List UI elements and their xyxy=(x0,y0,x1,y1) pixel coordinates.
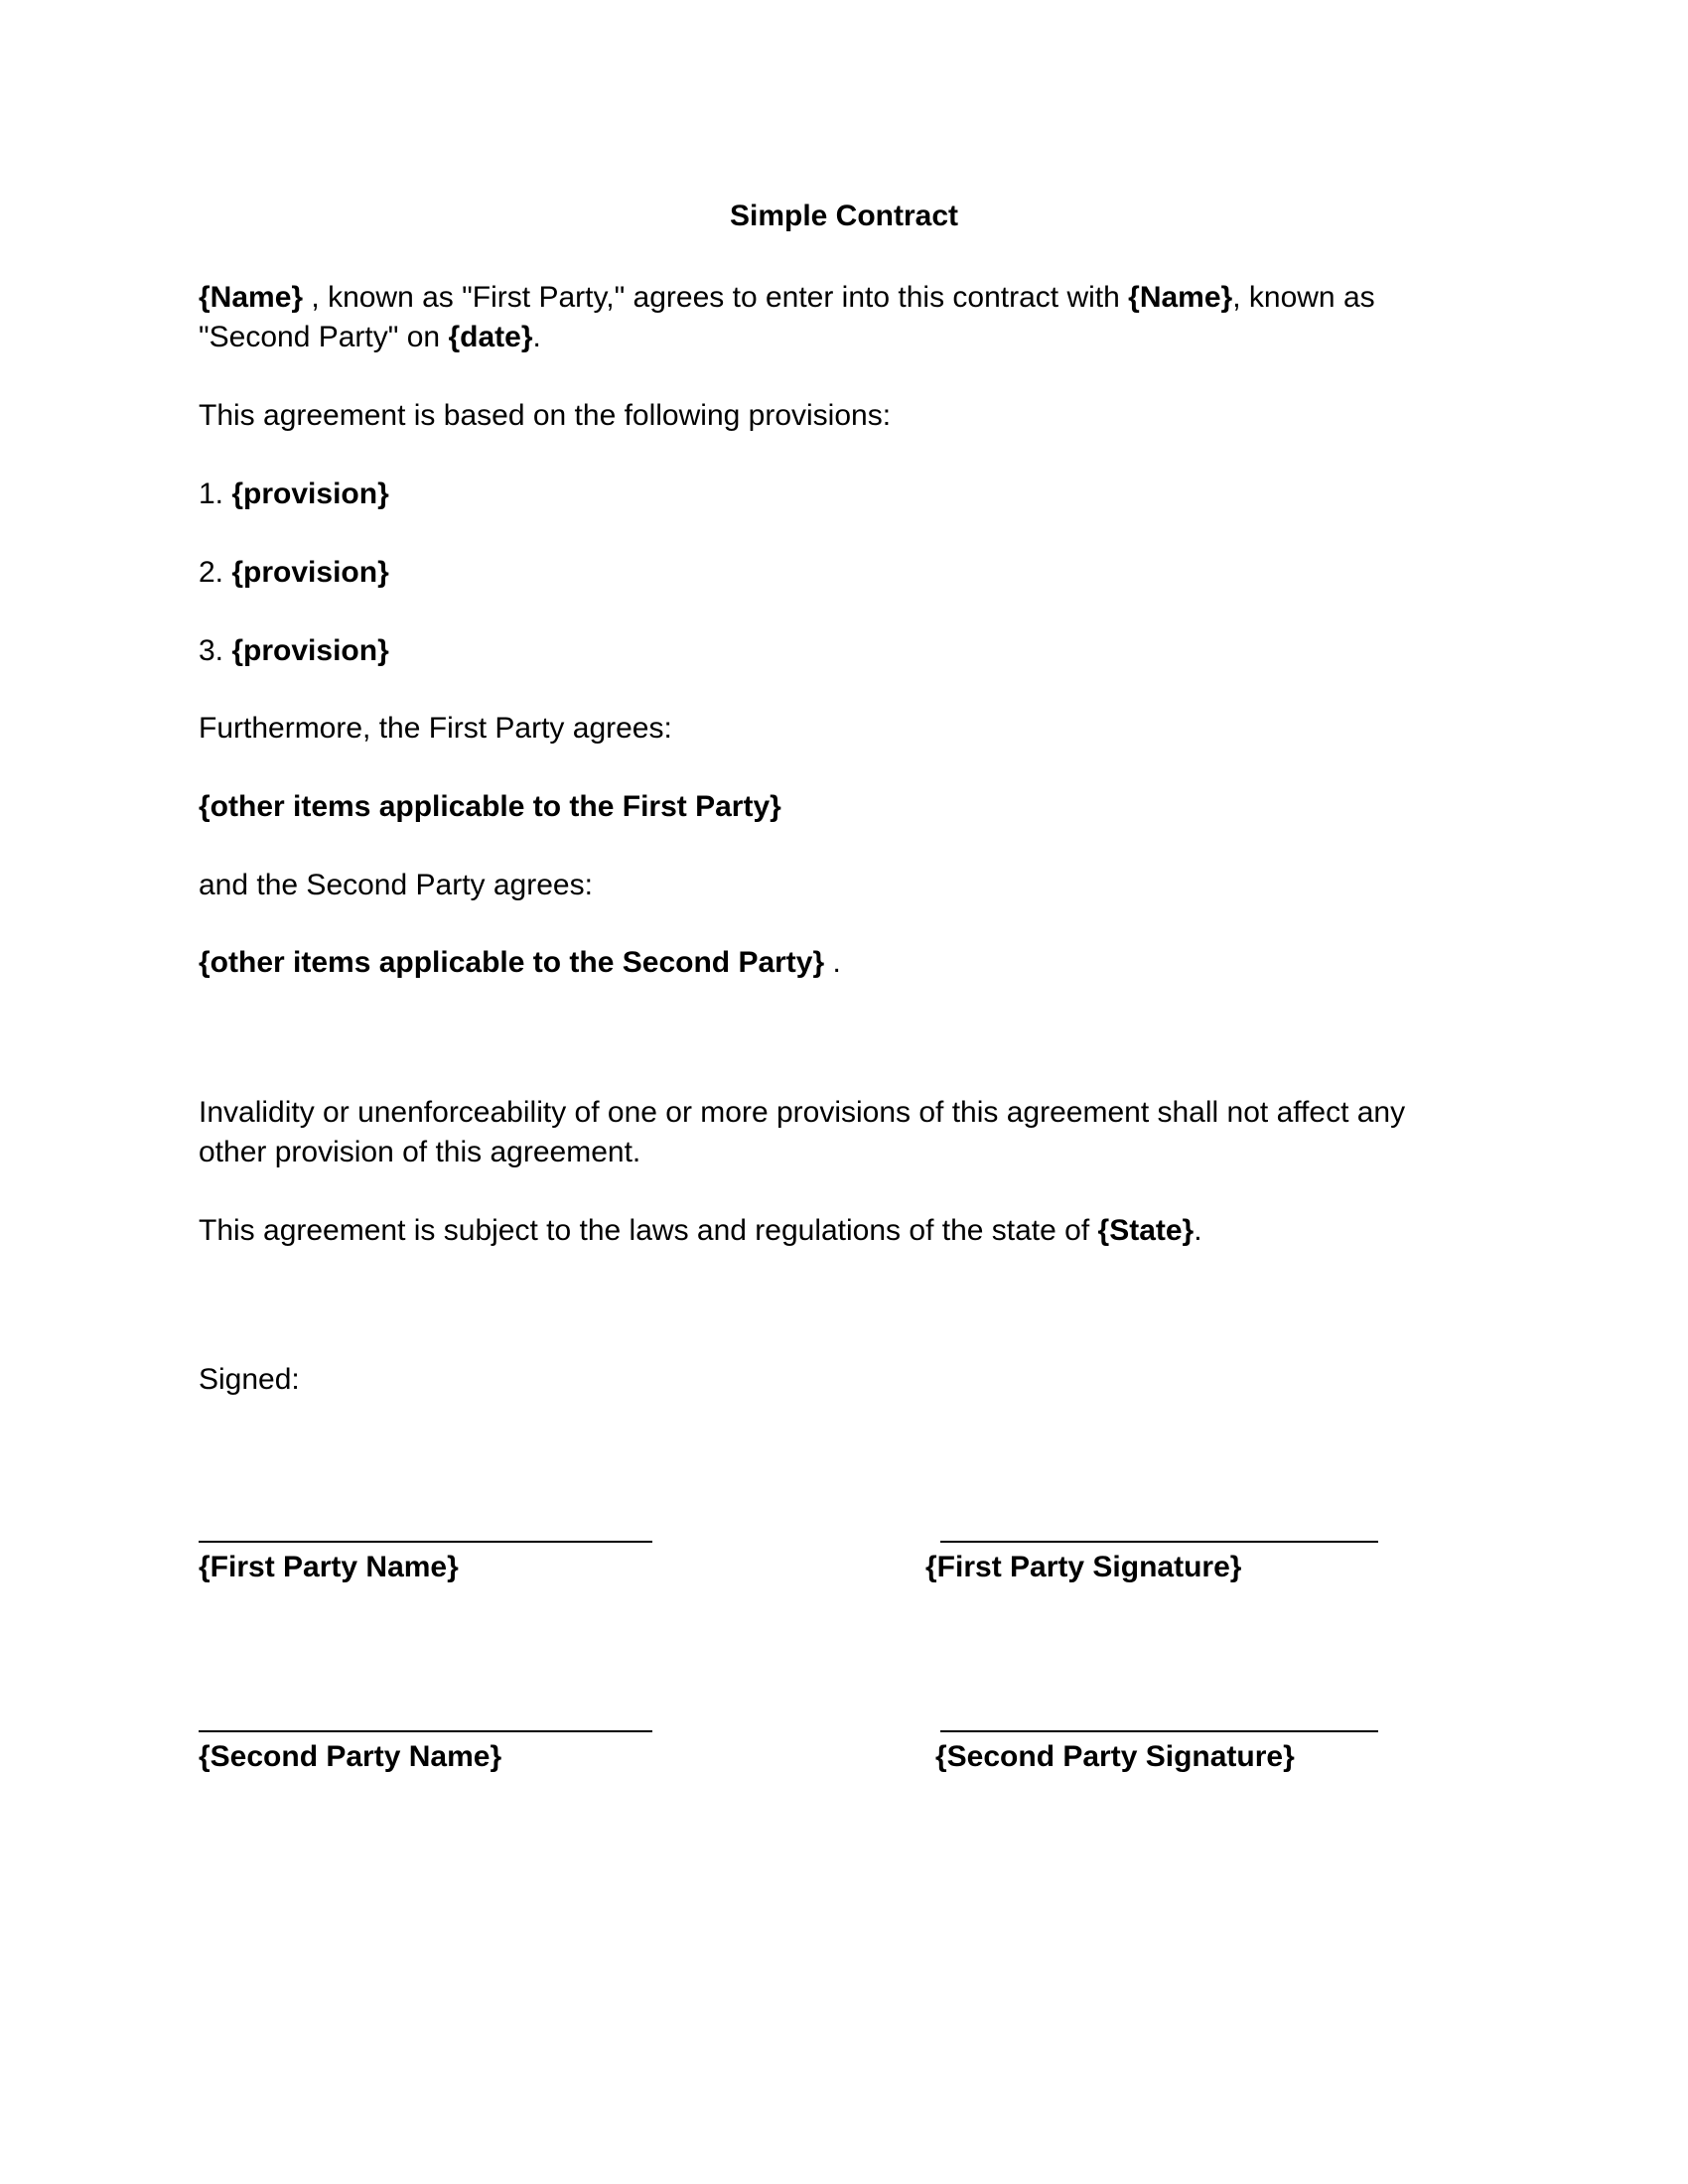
date-placeholder: {date} xyxy=(448,321,533,353)
first-party-name-line xyxy=(199,1541,652,1543)
state-placeholder: {State} xyxy=(1097,1214,1195,1247)
governing-law-clause xyxy=(199,1211,1202,1251)
provision-text: {provision} xyxy=(231,478,389,510)
provision-number: 1. xyxy=(199,478,224,510)
first-party-name-placeholder: {Name} xyxy=(199,281,304,314)
provision-item xyxy=(199,631,389,671)
second-party-items-placeholder: {other items applicable to the Second Party} xyxy=(199,946,825,979)
severability-line-1: Invalidity or unenforceability of one or more provisions of this agreement shall not affect any xyxy=(199,1096,1406,1129)
intro-line-1 xyxy=(199,278,1375,318)
first-party-items xyxy=(199,787,781,827)
second-party-signature-line xyxy=(940,1730,1378,1732)
document-title: Simple Contract xyxy=(729,200,959,232)
governing-law-text: This agreement is subject to the laws and regulations of the state of xyxy=(199,1214,1098,1247)
provision-text: {provision} xyxy=(231,634,389,667)
signed-label: Signed: xyxy=(199,1363,300,1396)
provision-item xyxy=(199,475,389,514)
first-party-signature-line xyxy=(940,1541,1378,1543)
second-party-name-placeholder: {Name} xyxy=(1128,281,1233,314)
intro-text-4: . xyxy=(532,321,541,353)
provision-number: 2. xyxy=(199,556,224,589)
intro-text-2: , known as xyxy=(1232,281,1375,314)
second-party-name-label: {Second Party Name} xyxy=(199,1740,502,1773)
second-party-name-line xyxy=(199,1730,652,1732)
intro-line-2 xyxy=(199,318,541,357)
provisions-intro: This agreement is based on the following provisions: xyxy=(199,399,892,432)
severability-line-2: other provision of this agreement. xyxy=(199,1136,641,1168)
provision-item xyxy=(199,553,389,593)
governing-law-suffix: . xyxy=(1194,1214,1202,1247)
intro-text-3: "Second Party" on xyxy=(199,321,449,353)
provision-text: {provision} xyxy=(231,556,389,589)
provision-number: 3. xyxy=(199,634,224,667)
first-party-signature-label: {First Party Signature} xyxy=(925,1551,1242,1583)
second-party-items-suffix: . xyxy=(824,946,841,979)
second-party-intro: and the Second Party agrees: xyxy=(199,869,593,901)
first-party-name-label: {First Party Name} xyxy=(199,1551,459,1583)
second-party-signature-label: {Second Party Signature} xyxy=(935,1740,1295,1773)
first-party-items-placeholder: {other items applicable to the First Party} xyxy=(199,790,781,823)
intro-text-1: , known as "First Party," agrees to enter into this contract with xyxy=(303,281,1129,314)
second-party-items xyxy=(199,943,841,983)
first-party-intro: Furthermore, the First Party agrees: xyxy=(199,712,672,745)
